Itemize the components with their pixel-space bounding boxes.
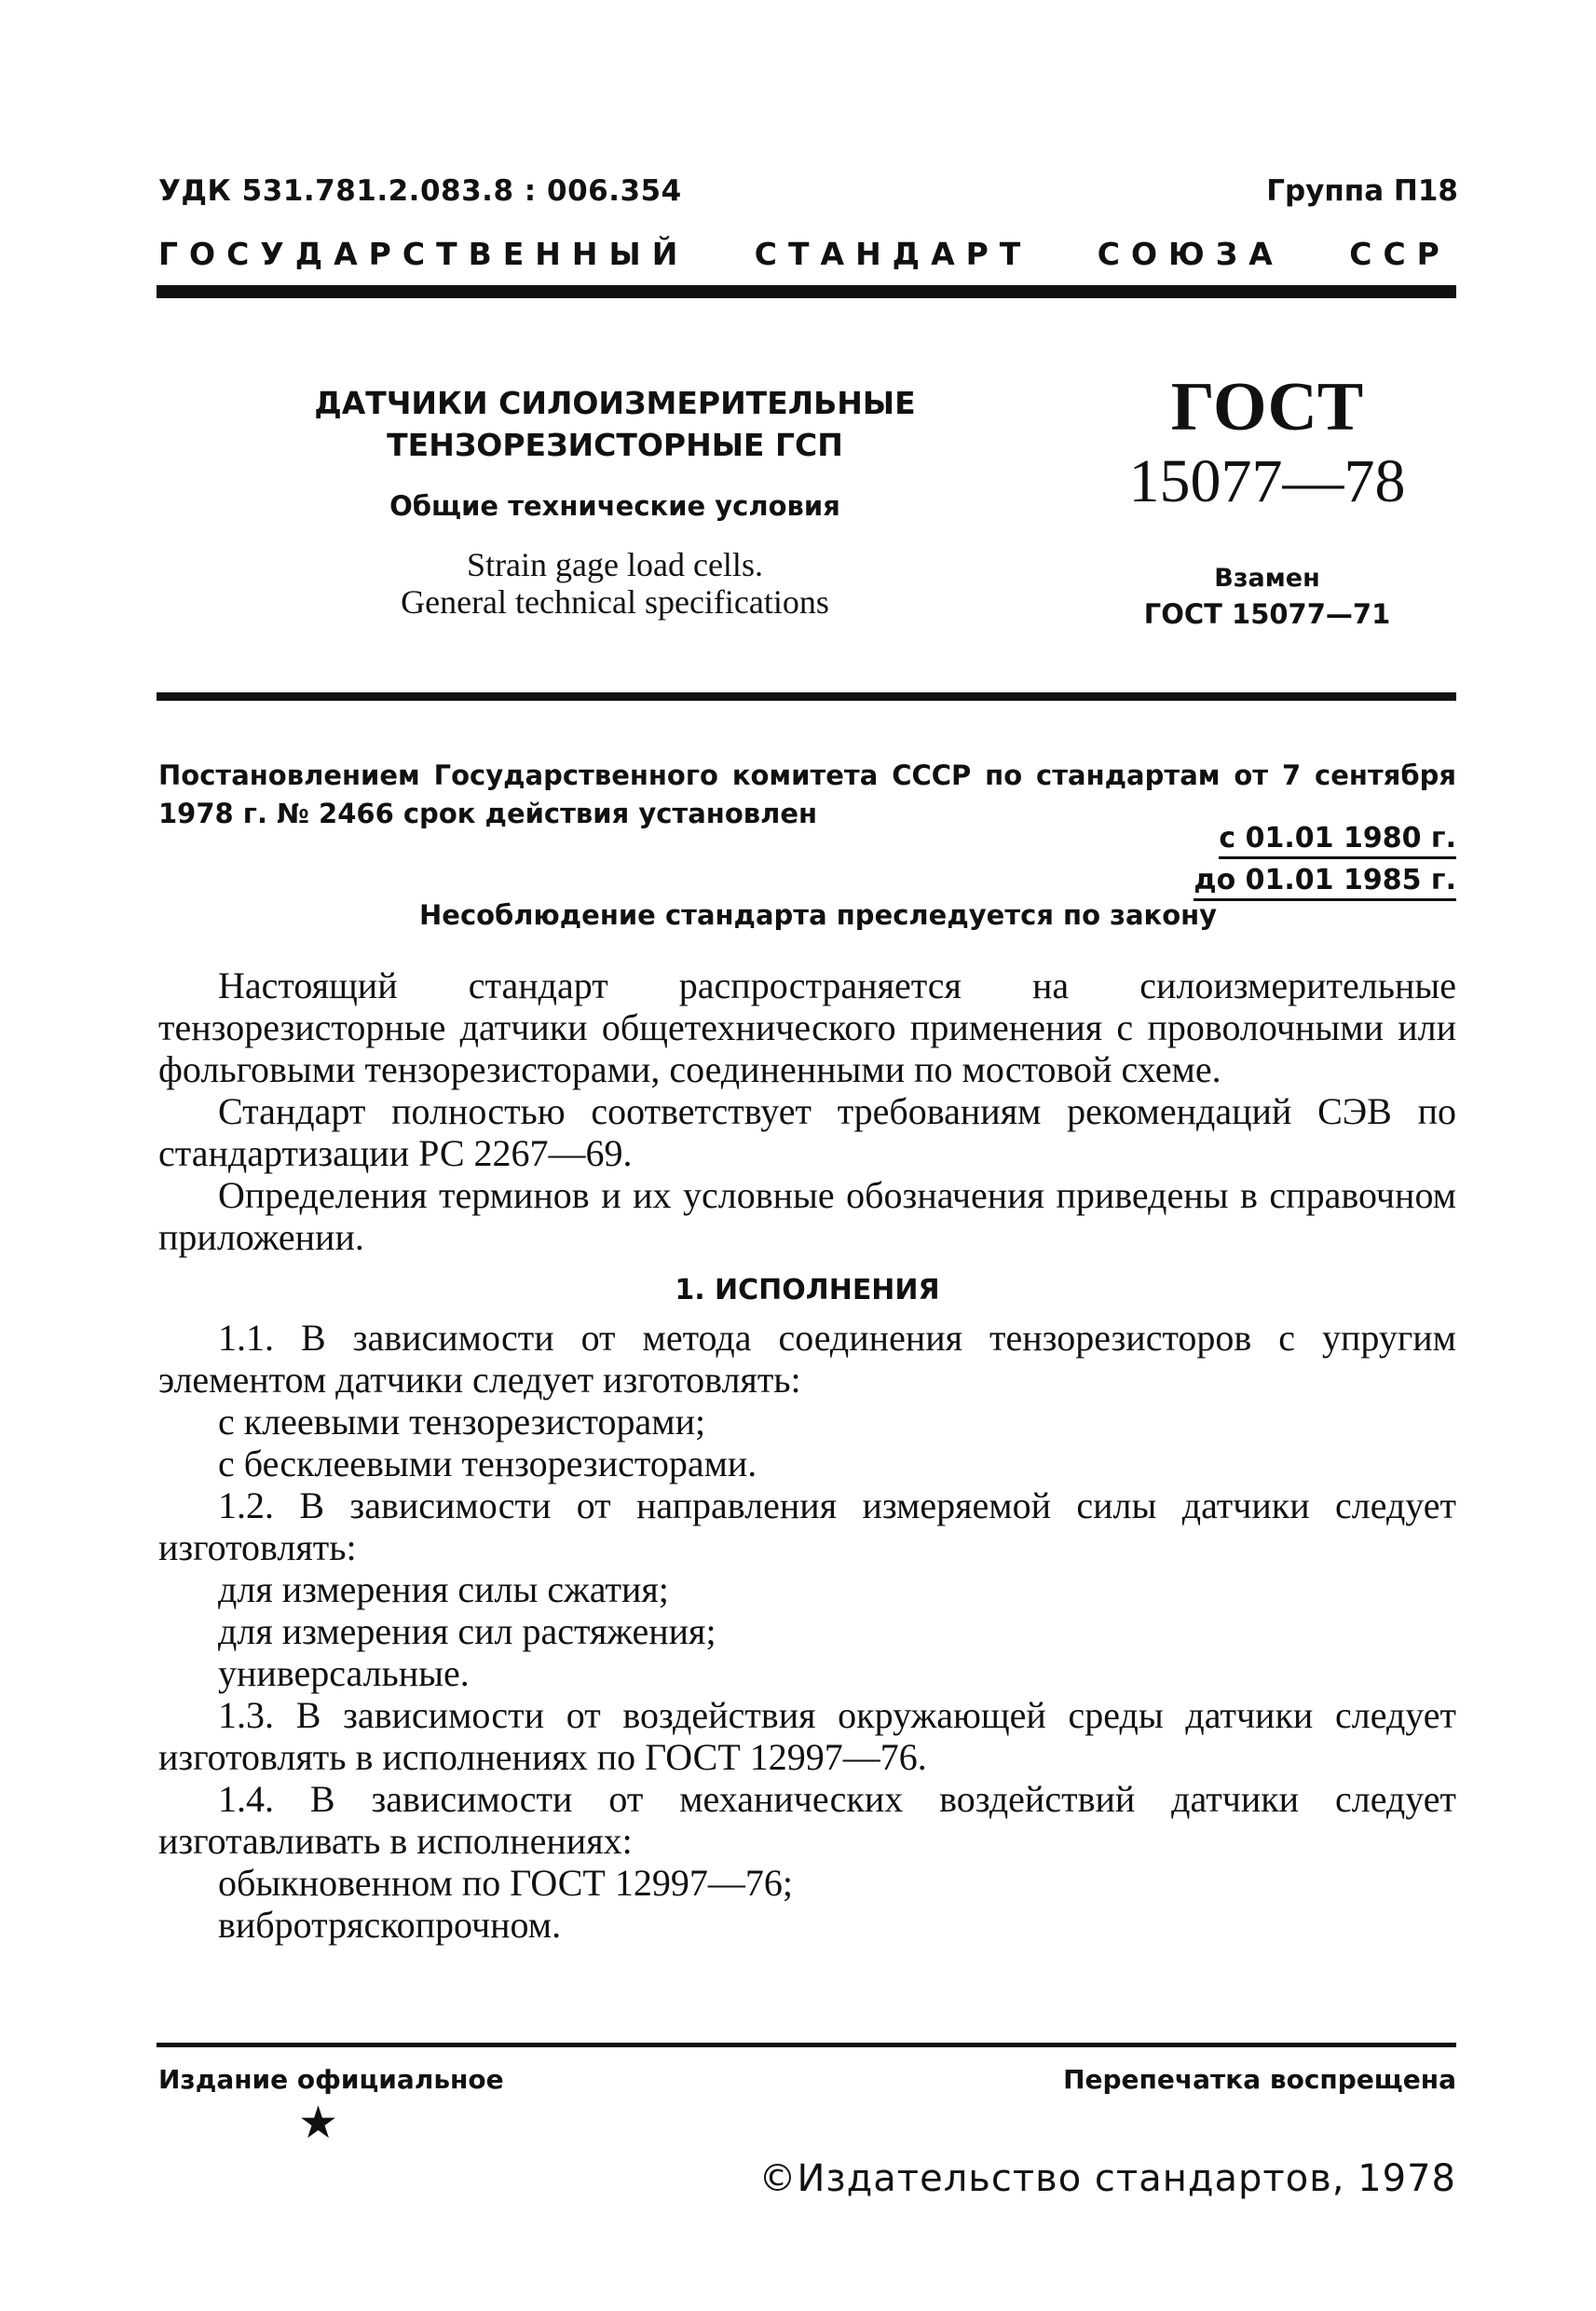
official-edition: Издание официальное <box>158 2064 504 2095</box>
validity-from: с 01.01 1980 г. <box>1219 822 1456 859</box>
list-item: с бесклеевыми тензорезисторами. <box>218 1443 757 1484</box>
list-item: обыкновенном по ГОСТ 12997—76; <box>218 1862 793 1904</box>
gost-number: 15077—78 <box>1128 447 1406 515</box>
english-title-line-2: General technical specifications <box>401 583 829 621</box>
paragraph-scope: Настоящий стандарт распространяется на силоизмерительные тензорезисторные датчики общетехнического применения с проволочными или фольговыми тензорезисторами, соединенными по мостовой схеме. <box>158 964 1456 1090</box>
clause-1-3: 1.3. В зависимости от воздействия окружающей среды датчики следует изготовлять в исполнениях по ГОСТ 12997—76. <box>158 1694 1456 1778</box>
gost-word: ГОСТ <box>1170 369 1364 445</box>
english-title-line-1: Strain gage load cells. <box>467 546 763 583</box>
group-code: Группа П18 <box>1266 174 1458 208</box>
paragraph-definitions: Определения терминов и их условные обозначения приведены в справочном приложении. <box>158 1174 1456 1258</box>
list-item: вибротряскопрочном. <box>218 1904 562 1946</box>
bottom-divider <box>157 2043 1456 2047</box>
title-line-1: ДАТЧИКИ СИЛОИЗМЕРИТЕЛЬНЫЕ <box>314 385 916 421</box>
validity-to: до 01.01 1985 г. <box>1194 864 1456 901</box>
body-text <box>158 964 1456 1946</box>
decree-text: Постановлением Государственного комитета СССР по стандартам от 7 сентября 1978 г. № 2466 срок действия установлен <box>158 759 1456 829</box>
state-standard-banner: ГОСУДАРСТВЕННЫЙ СТАНДАРТ СОЮЗА ССР <box>158 236 1451 272</box>
star-icon: ★ <box>298 2099 339 2148</box>
validity-to-wrap <box>1194 864 1456 896</box>
clause-1-4: 1.4. В зависимости от механических воздействий датчики следует изготавливать в исполнениях: <box>158 1778 1456 1862</box>
replaces-label: Взамен <box>1214 564 1320 593</box>
validity-from-wrap <box>1219 822 1456 855</box>
replaced-standard: ГОСТ 15077—71 <box>1143 598 1391 630</box>
list-item: универсальные. <box>218 1652 470 1694</box>
reprint-prohibited: Перепечатка воспрещена <box>1063 2064 1456 2095</box>
clause-1-2: 1.2. В зависимости от направления измеряемой силы датчики следует изготовлять: <box>158 1484 1456 1568</box>
title-block <box>280 382 950 621</box>
udk-code: УДК 531.781.2.083.8 : 006.354 <box>158 174 682 208</box>
middle-divider <box>157 692 1456 701</box>
list-item: с клеевыми тензорезисторами; <box>218 1401 706 1443</box>
noncompliance-notice: Несоблюдение стандарта преследуется по закону <box>419 899 1218 931</box>
copyright: ©Издательство стандартов, 1978 <box>758 2157 1456 2200</box>
clause-1-1: 1.1. В зависимости от метода соединения тензорезисторов с упругим элементом датчики следует изготовлять: <box>158 1317 1456 1401</box>
top-divider <box>157 285 1456 298</box>
title-line-2: ТЕНЗОРЕЗИСТОРНЫЕ ГСП <box>387 427 843 463</box>
gost-designation <box>1081 368 1453 630</box>
subtitle: Общие технические условия <box>389 490 840 522</box>
list-item: для измерения сил растяжения; <box>218 1610 716 1652</box>
paragraph-compliance: Стандарт полностью соответствует требованиям рекомендаций СЭВ по стандартизации РС 2267—69. <box>158 1090 1456 1174</box>
section-heading: 1. ИСПОЛНЕНИЯ <box>675 1274 940 1306</box>
list-item: для измерения силы сжатия; <box>218 1568 669 1610</box>
